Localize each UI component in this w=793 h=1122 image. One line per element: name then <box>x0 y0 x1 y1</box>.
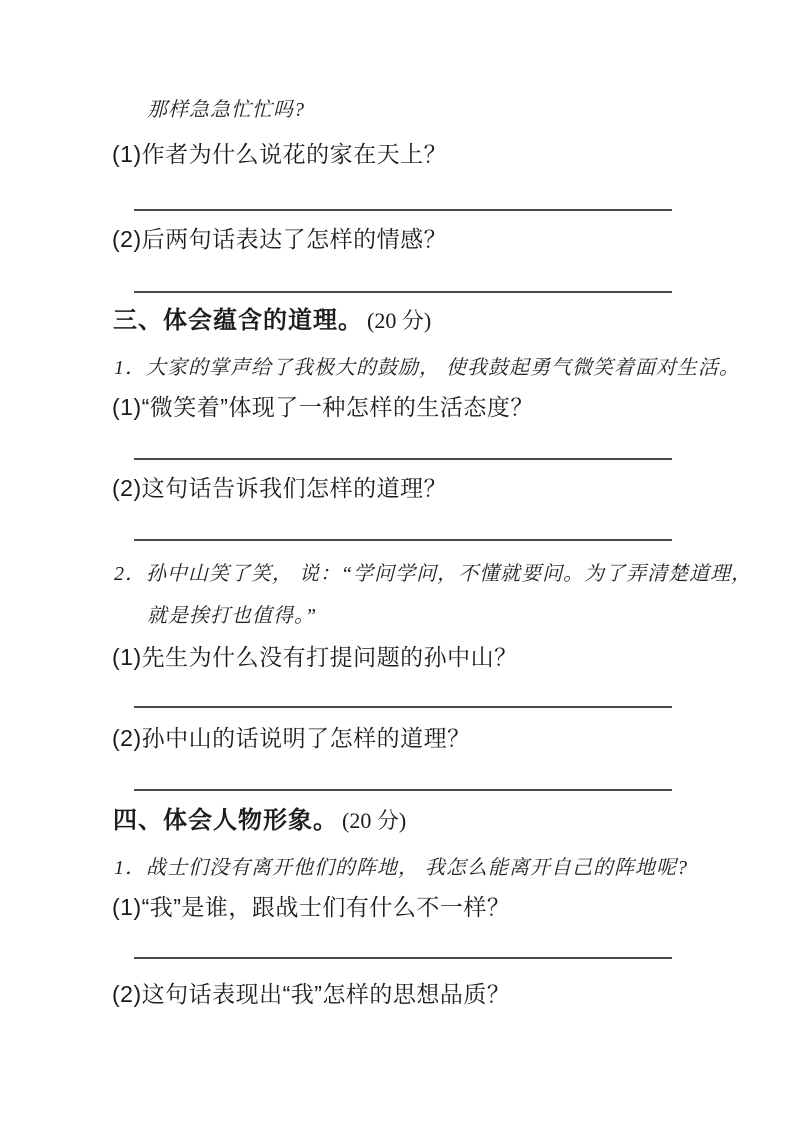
answer-blank <box>134 957 672 959</box>
section-3-item-2-sentence-line-2: 就是挨打也值得。” <box>147 605 318 627</box>
section-3-item-1-question-1: (1)“微笑着”体现了一种怎样的生活态度？ <box>112 394 534 420</box>
section-3-header <box>113 308 431 334</box>
section-3-item-1-question-2: (2)这句话告诉我们怎样的道理？ <box>112 475 448 501</box>
section-3-item-2-question-1: (1)先生为什么没有打提问题的孙中山？ <box>112 644 518 670</box>
answer-blank <box>134 539 672 541</box>
answer-blank <box>134 706 672 708</box>
answer-blank <box>134 209 672 211</box>
answer-blank <box>134 291 672 293</box>
section-4-title: 四、体会人物形象。 <box>113 807 338 834</box>
answer-blank <box>134 789 672 791</box>
intro-question-1: (1)作者为什么说花的家在天上？ <box>112 141 448 167</box>
section-4-header <box>113 808 406 834</box>
section-3-item-2-question-2: (2)孙中山的话说明了怎样的道理？ <box>112 725 471 751</box>
passage-continuation-line: 那样急急忙忙吗? <box>147 99 305 121</box>
section-4-score: (20 分) <box>342 808 407 833</box>
section-4-item-1-question-1: (1)“我”是谁，跟战士们有什么不一样？ <box>112 894 511 920</box>
section-3-item-2-sentence-line-1: 2．孙中山笑了笑， 说：“学问学问，不懂就要问。为了弄清楚道理， <box>114 563 753 585</box>
section-3-item-1-sentence: 1．大家的掌声给了我极大的鼓励， 使我鼓起勇气微笑着面对生活。 <box>114 357 740 379</box>
answer-blank <box>134 458 672 460</box>
section-3-score: (20 分) <box>367 308 432 333</box>
intro-question-2: (2)后两句话表达了怎样的情感？ <box>112 226 448 252</box>
section-3-title: 三、体会蕴含的道理。 <box>113 307 363 334</box>
section-4-item-1-sentence: 1．战士们没有离开他们的阵地， 我怎么能离开自己的阵地呢? <box>114 857 688 879</box>
section-4-item-1-question-2: (2)这句话表现出“我”怎样的思想品质？ <box>112 981 511 1007</box>
